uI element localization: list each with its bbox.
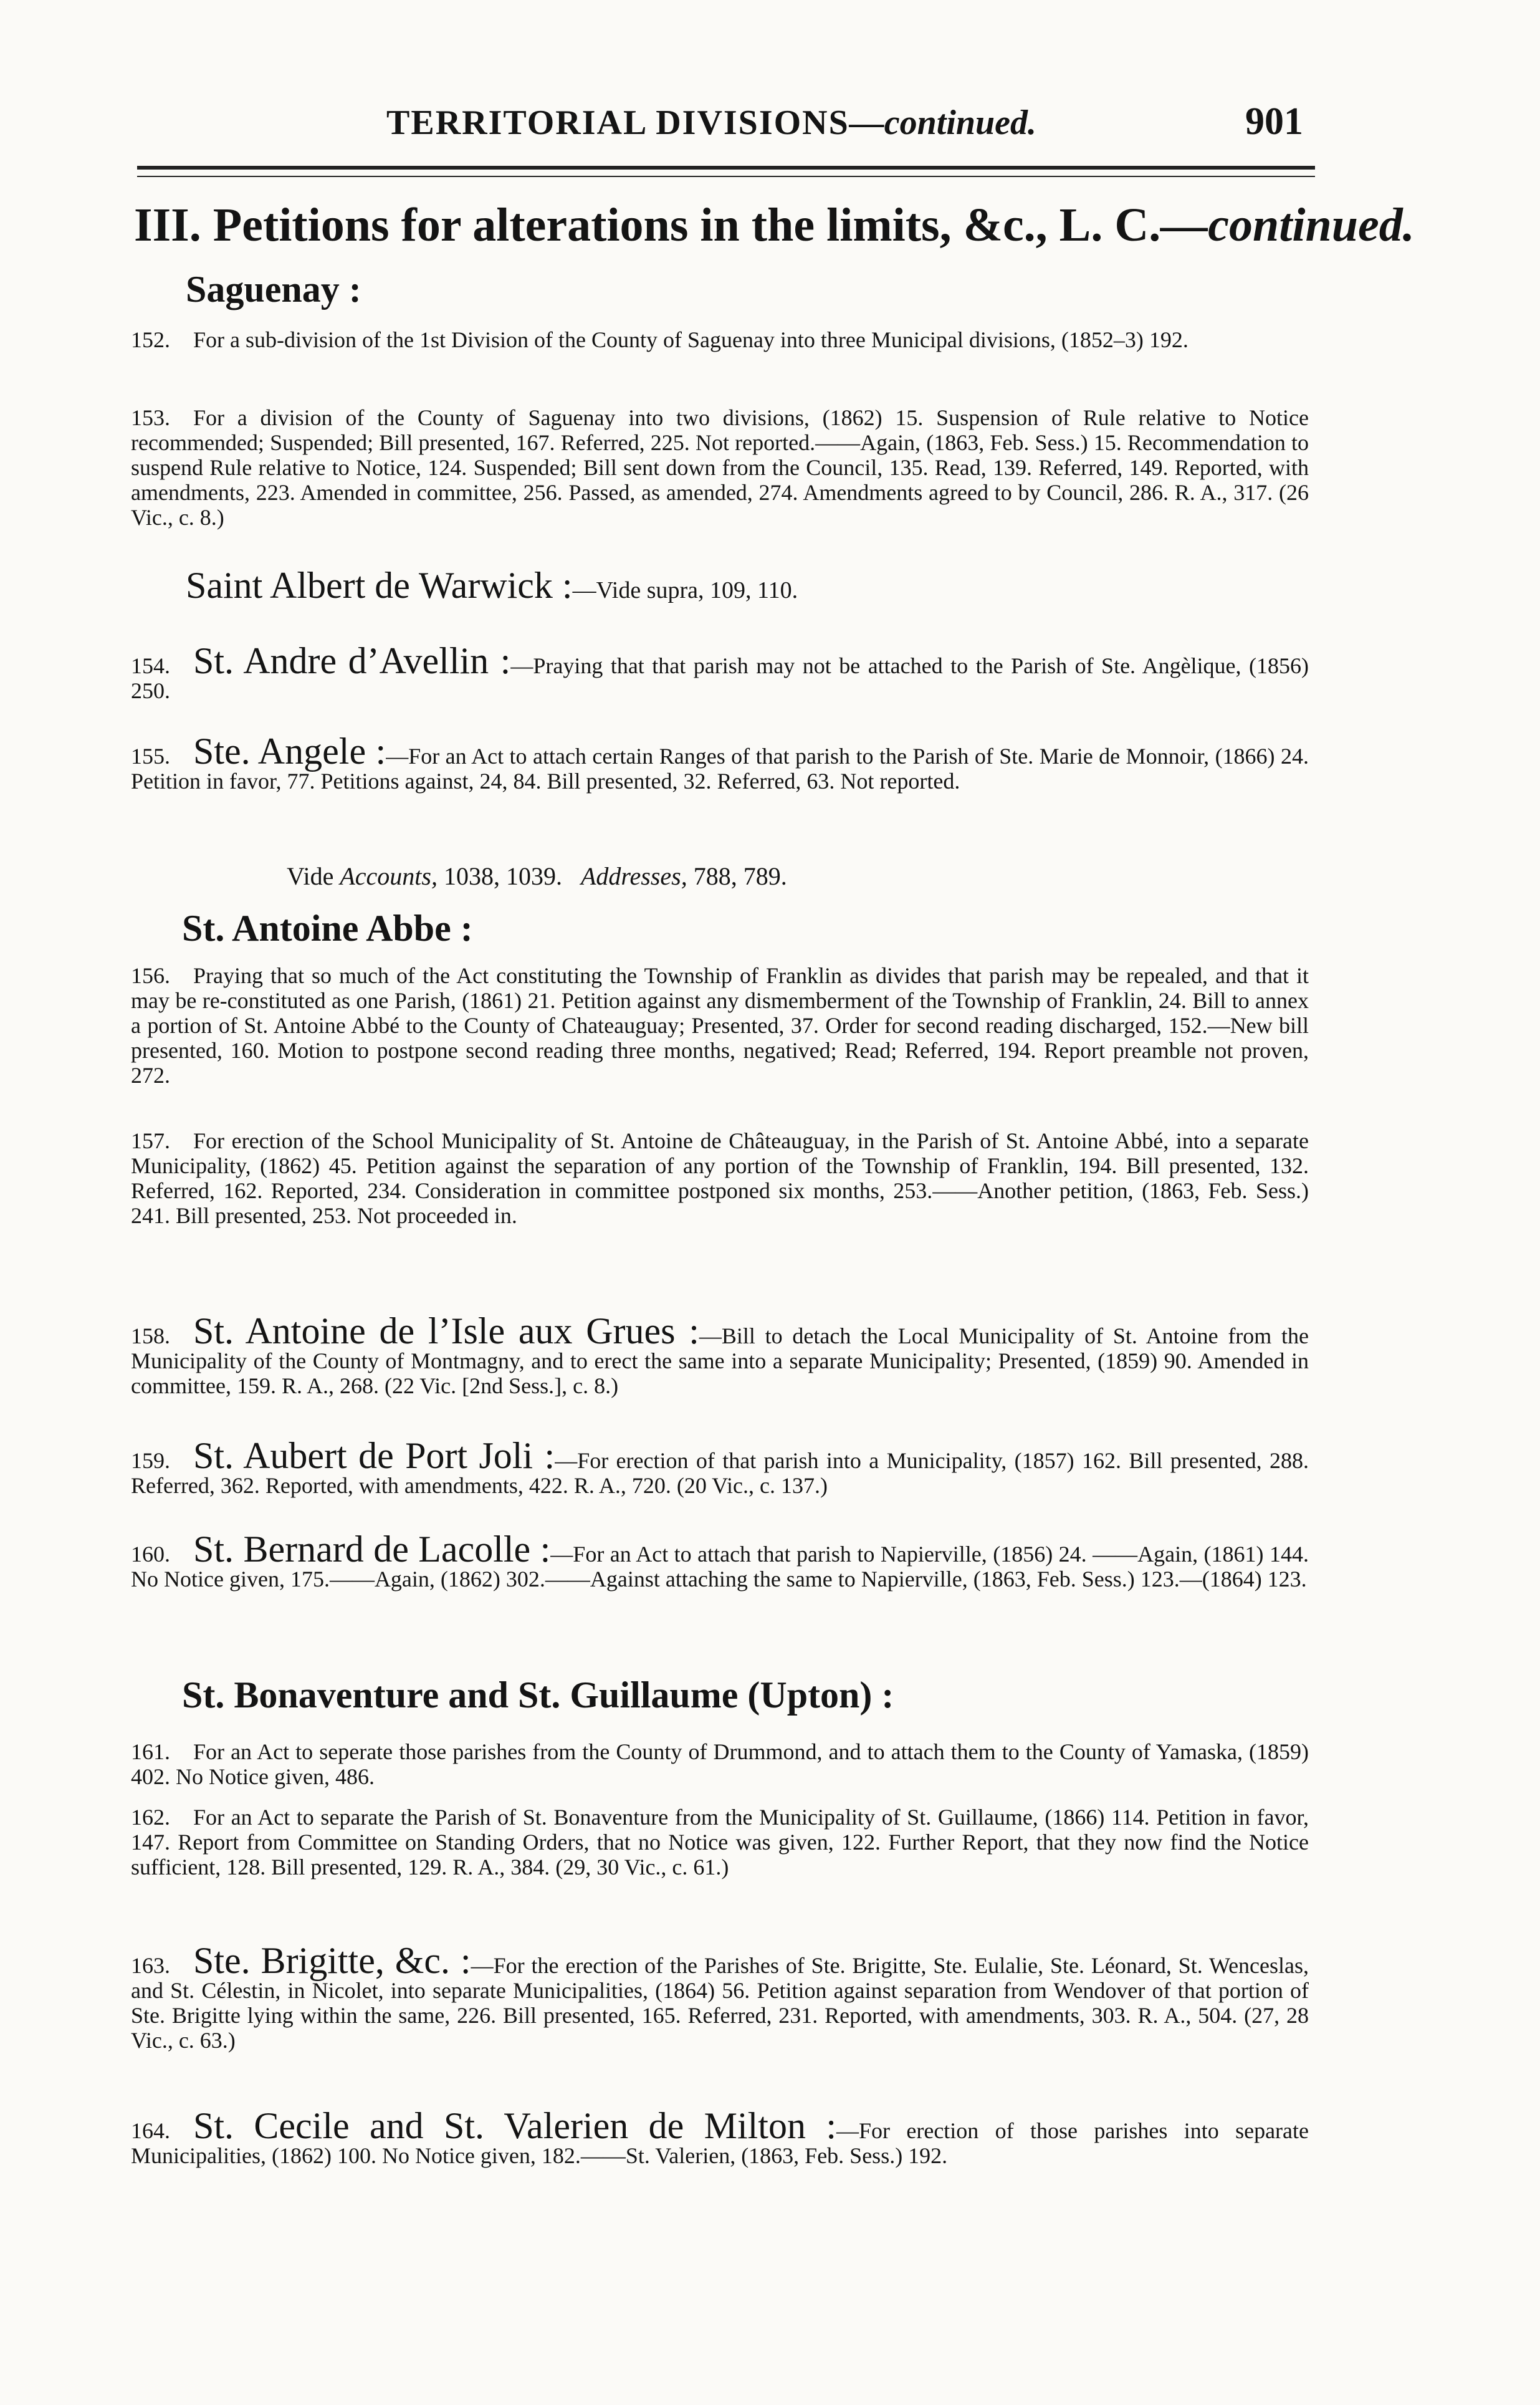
- entry-lead: St. Cecile and St. Valerien de Milton :: [193, 2105, 836, 2146]
- entry-160: [131, 1529, 1309, 1591]
- entry-text: —Praying that that parish may not be attached to the Parish of Ste. Angèlique, (1856) 250.: [131, 653, 1309, 703]
- entry-lead: St. Bernard de Lacolle :: [193, 1529, 551, 1570]
- header-rule-thin: [137, 176, 1315, 177]
- entry-number: 160.: [131, 1542, 170, 1567]
- vide-accounts-pages: 1038, 1039.: [443, 862, 562, 890]
- heading-st-antoine-abbe: St. Antoine Abbe :: [182, 908, 473, 949]
- vide-addresses-pages: 788, 789.: [693, 862, 787, 890]
- entry-number: 157.: [131, 1128, 170, 1153]
- entry-number: 164.: [131, 2118, 170, 2143]
- entry-number: 154.: [131, 653, 170, 678]
- section-title-continued: —continued.: [1160, 199, 1415, 251]
- entry-text: —For the erection of the Parishes of Ste. Brigitte, Ste. Eulalie, Ste. Léonard, St. Wenceslas, and St. Célestin, in Nicolet, into separate Municipalities, (1864) 56. Petition against separation from Wendover of that portion of Ste. Brigitte lying within the same, 226. Bill presented, 165. Referred, 231. Reported, with amendments, 303. R. A., 504. (27, 28 Vic., c. 63.): [131, 1953, 1309, 2053]
- entry-text: For an Act to separate the Parish of St. Bonaventure from the Municipality of St. Guillaume, (1866) 114. Petition in favor, 147. Report from Committee on Standing Orders, that no Notice was given, 122. Further Report, that they now find the Notice sufficient, 128. Bill presented, 129. R. A., 384. (29, 30 Vic., c. 61.): [131, 1805, 1309, 1879]
- saint-albert-text: —Vide supra, 109, 110.: [572, 577, 798, 603]
- entry-text: —Bill to detach the Local Municipality of St. Antoine from the Municipality of the County of Montmagny, and to erect the same into a separate Municipality; Presented, (1859) 90. Amended in committee, 159. R. A., 268. (22 Vic. [2nd Sess.], c. 8.): [131, 1323, 1309, 1398]
- entry-text: —For an Act to attach certain Ranges of that parish to the Parish of Ste. Marie de Monnoir, (1866) 24. Petition in favor, 77. Petitions against, 24, 84. Bill presented, 32. Referred, 63. Not reported.: [131, 744, 1309, 794]
- entry-text: For a sub-division of the 1st Division of the County of Saguenay into three Municipal divisions, (1852–3) 192.: [193, 327, 1188, 352]
- entry-162: [131, 1805, 1309, 1879]
- entry-number: 152.: [131, 327, 170, 352]
- entry-number: 156.: [131, 963, 170, 988]
- entry-number: 158.: [131, 1323, 170, 1348]
- entry-164: [131, 2105, 1309, 2168]
- entry-number: 153.: [131, 405, 170, 430]
- entry-163: [131, 1940, 1309, 2053]
- entry-152: [131, 327, 1309, 352]
- page-number: 901: [1245, 100, 1303, 143]
- entry-158: [131, 1310, 1309, 1398]
- entry-lead: Ste. Brigitte, &c. :: [193, 1940, 471, 1981]
- entry-text: —For erection of that parish into a Municipality, (1857) 162. Bill presented, 288. Referred, 362. Reported, with amendments, 422. R. A., 720. (20 Vic., c. 137.): [131, 1448, 1309, 1498]
- vide-accounts-label: Accounts,: [340, 862, 438, 890]
- entry-lead: St. Aubert de Port Joli :: [193, 1435, 555, 1476]
- heading-saguenay: Saguenay :: [186, 269, 361, 310]
- vide-addresses-label: Addresses,: [580, 862, 687, 890]
- entry-number: 159.: [131, 1448, 170, 1473]
- entry-number: 163.: [131, 1953, 170, 1978]
- entry-text: —For erection of those parishes into separate Municipalities, (1862) 100. No Notice given, 182.——St. Valerien, (1863, Feb. Sess.) 192.: [131, 2118, 1309, 2168]
- entry-153: [131, 405, 1309, 530]
- header-rule-thick: [137, 166, 1315, 170]
- entry-text: —For an Act to attach that parish to Napierville, (1856) 24. ——Again, (1861) 144. No Notice given, 175.——Again, (1862) 302.——Against attaching the same to Napierville, (1863, Feb. Sess.) 123.—(1864) 123.: [131, 1542, 1309, 1591]
- entry-number: 162.: [131, 1805, 170, 1830]
- section-title: [134, 198, 1415, 252]
- vide-cross-reference: [287, 862, 787, 891]
- heading-saint-albert-de-warwick: [186, 564, 798, 607]
- entry-text: For a division of the County of Saguenay into two divisions, (1862) 15. Suspension of Rule relative to Notice recommended; Suspended; Bill presented, 167. Referred, 225. Not reported.——Again, (1863, Feb. Sess.) 15. Recommendation to suspend Rule relative to Notice, 124. Suspended; Bill sent down from the Council, 135. Read, 139. Referred, 149. Reported, with amendments, 223. Amended in committee, 256. Passed, as amended, 274. Amendments agreed to by Council, 286. R. A., 317. (26 Vic., c. 8.): [131, 405, 1309, 530]
- entry-text: Praying that so much of the Act constituting the Township of Franklin as divides that parish may be repealed, and that it may be re-constituted as one Parish, (1861) 21. Petition against any dismemberment of the Township of Franklin, 24. Bill to annex a portion of St. Antoine Abbé to the County of Chateauguay; Presented, 37. Order for second reading discharged, 152.—New bill presented, 160. Motion to postpone second reading three months, negatived; Read; Referred, 194. Report preamble not proven, 272.: [131, 963, 1309, 1088]
- entry-154: [131, 640, 1309, 703]
- entry-159: [131, 1435, 1309, 1498]
- entry-number: 161.: [131, 1739, 170, 1764]
- entry-text: For erection of the School Municipality of St. Antoine de Châteauguay, in the Parish of St. Antoine Abbé, into a separate Municipality, (1862) 45. Petition against the separation of any portion of the Township of Franklin, 194. Bill presented, 132. Referred, 162. Reported, 234. Consideration in committee postponed six months, 253.——Another petition, (1863, Feb. Sess.) 241. Bill presented, 253. Not proceeded in.: [131, 1128, 1309, 1228]
- saint-albert-lead: Saint Albert de Warwick :: [186, 565, 573, 606]
- entry-text: For an Act to seperate those parishes from the County of Drummond, and to attach them to the County of Yamaska, (1859) 402. No Notice given, 486.: [131, 1739, 1309, 1789]
- running-head-continued: —continued.: [849, 103, 1037, 142]
- entry-lead: St. Andre d’Avellin :: [193, 640, 511, 681]
- running-head: [386, 103, 1036, 143]
- section-title-text: III. Petitions for alterations in the limits, &c., L. C.: [134, 199, 1161, 251]
- entry-lead: St. Antoine de l’Isle aux Grues :: [193, 1310, 699, 1351]
- entry-lead: Ste. Angele :: [193, 731, 386, 772]
- heading-st-bonaventure: St. Bonaventure and St. Guillaume (Upton) :: [182, 1674, 894, 1716]
- entry-155: [131, 731, 1309, 794]
- entry-157: [131, 1128, 1309, 1228]
- entry-number: 155.: [131, 744, 170, 769]
- running-head-title: TERRITORIAL DIVISIONS: [386, 103, 849, 142]
- entry-161: [131, 1739, 1309, 1789]
- vide-prefix: Vide: [287, 862, 334, 890]
- entry-156: [131, 963, 1309, 1088]
